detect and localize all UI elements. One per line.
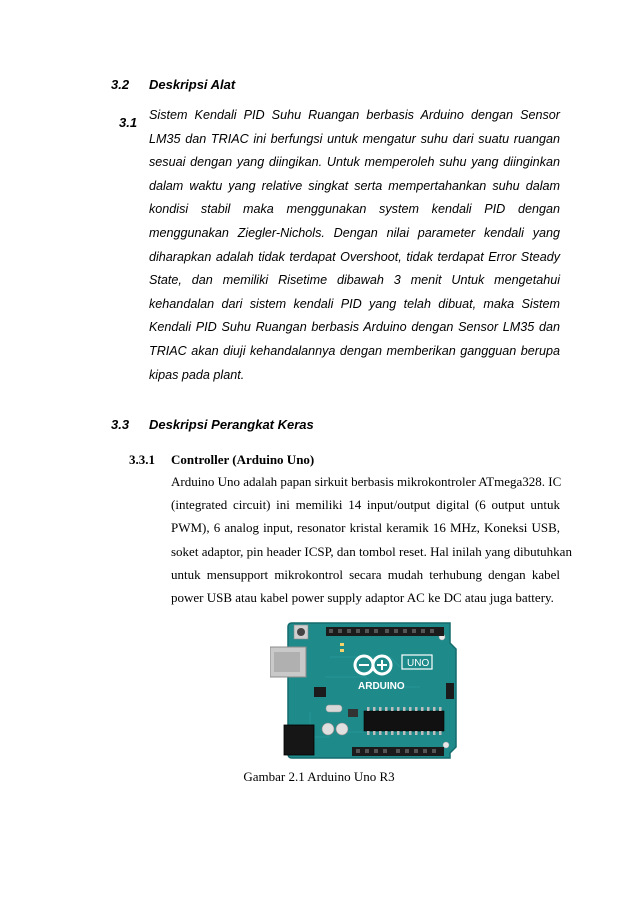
figure-caption: Gambar 2.1 Arduino Uno R3: [243, 769, 395, 784]
paragraph-line: Kendali PID Suhu Ruangan berbasis Arduino dengan Sensor LM35 dan: [149, 320, 560, 335]
subsection-title: Controller (Arduino Uno): [171, 452, 315, 467]
paragraph-line: soket adaptor, pin header ICSP, dan tombol reset. Hal inilah yang dibutuhkan: [171, 543, 572, 559]
paragraph-line: TRIAC akan diuji kehandalannya dengan memberikan gangguan berupa: [149, 343, 560, 358]
section-3-1-number: 3.1: [119, 115, 138, 130]
atmega-chip: [364, 711, 444, 731]
paragraph-line: kehandalan dari sistem kendali PID yang telah dibuat, maka Sistem: [149, 296, 560, 311]
paragraph-line: (integrated circuit) ini memiliki 14 input/output digital (6 output untuk: [171, 497, 560, 513]
paragraph-line: Sistem Kendali PID Suhu Ruangan berbasis Arduino dengan Sensor: [149, 108, 560, 122]
board-model-label: UNO: [407, 658, 430, 669]
paragraph-line: kipas pada plant.: [149, 367, 245, 382]
section-number: 3.3: [111, 417, 130, 432]
paragraph-line: power USB atau kabel power supply adaptor AC ke DC atau juga battery.: [171, 589, 554, 605]
paragraph-line: State, dan memiliki Risetime dibawah 3 menit Untuk mengetahui: [149, 273, 560, 288]
paragraph-line: dalam waktu yang relative singkat serta mempertahankan suhu dalam: [149, 178, 560, 193]
paragraph-line: kondisi stabil maka menggunakan system kendali PID dengan: [149, 202, 560, 217]
section-title: Deskripsi Alat: [149, 77, 236, 92]
paragraph-line: PWM), 6 analog input, resonator kristal keramik 16 MHz, Koneksi USB,: [171, 520, 560, 536]
section-title: Deskripsi Perangkat Keras: [149, 417, 314, 432]
section-number: 3.2: [111, 77, 130, 92]
section-3-3-1-paragraph: [171, 470, 572, 609]
paragraph-line: menggunakan Ziegler-Nichols. Dengan nilai parameter kendali yang: [149, 225, 560, 240]
subsection-number: 3.3.1: [129, 452, 155, 467]
paragraph-line: diharapkan adalah tidak terdapat Overshoot, tidak terdapat Error Steady: [149, 249, 560, 264]
arduino-uno-image: [270, 617, 460, 762]
power-jack: [284, 725, 314, 755]
paragraph-line: LM35 dan TRIAC ini berfungsi untuk mengatur suhu dari suatu ruangan: [149, 131, 560, 146]
paragraph-line: sesuai dengan yang diingikan. Untuk memperoleh suhu yang diinginkan: [149, 155, 560, 170]
board-brand-label: ARDUINO: [358, 681, 405, 692]
paragraph-line: untuk mensupport mikrokontrol secara mudah terhubung dengan kabel: [171, 566, 560, 582]
section-3-1-paragraph: [149, 104, 560, 387]
paragraph-line: Arduino Uno adalah papan sirkuit berbasis mikrokontroler ATmega328. IC: [171, 474, 562, 489]
